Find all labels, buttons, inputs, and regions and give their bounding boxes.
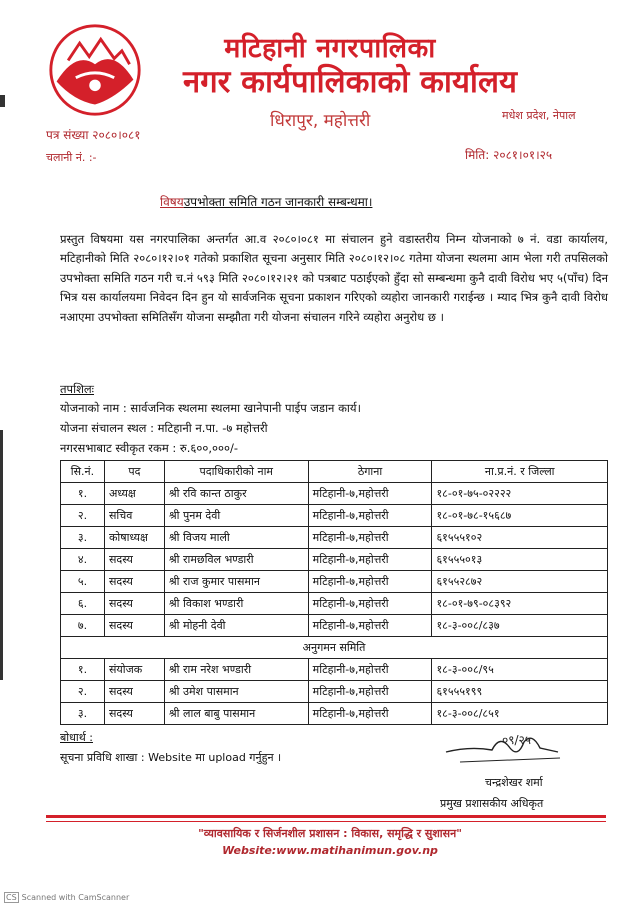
table-row	[61, 505, 608, 527]
cell-citizenship: १८-३-००८/९५	[432, 659, 608, 681]
cell-name: श्री राज कुमार पासमान	[164, 571, 308, 593]
table-row	[61, 571, 608, 593]
cell-serial: ४.	[61, 549, 105, 571]
cell-citizenship: ६१५५२८७२	[432, 571, 608, 593]
cell-post: सदस्य	[104, 549, 164, 571]
footer-divider-thin	[46, 821, 606, 822]
cell-serial: ३.	[61, 527, 105, 549]
signature-image	[440, 722, 570, 770]
monitoring-heading-row	[61, 637, 608, 659]
cell-serial: २.	[61, 505, 105, 527]
monitoring-heading: अनुगमन समिति	[61, 637, 608, 659]
subject-line	[160, 193, 372, 210]
project-location: योजना संचालन स्थल : मटिहानी न.पा. -७ महोत्तरी	[60, 421, 268, 435]
reference-number: पत्र संख्या २०८०।०८१	[46, 128, 141, 142]
cell-name: श्री रवि कान्त ठाकुर	[164, 483, 308, 505]
cell-name: श्री मोहनी देवी	[164, 615, 308, 637]
cell-name: श्री विजय माली	[164, 527, 308, 549]
body-paragraph: प्रस्तुत विषयमा यस नगरपालिका अन्तर्गत आ.व २०८०।०८१ मा संचालन हुने वडास्तरीय निम्न योजनाको ७ नं. वडा कार्यालय, मटिहानीको मिति २०८०।१२।०१ गतेको प्रकाशित सूचना अनुसार मिति २०८०।१२।०८ गतेमा योजना स्थलमा आम भेला गरी तपसिलको उपभोक्ता समिति गठन गरी च.नं ५९३ मिति २०८०।१२।२१ को पत्रबाट पठाईएको हुँदा सो सम्बन्धमा कुनै दावी विरोध भए ५(पाँच) दिन भित्र यस कार्यालयमा निवेदन दिन हुन यो सार्वजनिक सूचना प्रकाशन गरिएको व्यहोरा जानकारी गराईन्छ । म्याद भित्र कुनै दावी विरोध नआएमा उपभोक्ता समितिसँग योजना सम्झौता गरी योजना संचालन गरिने व्यहोरा अनुरोध छ ।	[60, 232, 608, 324]
scan-edge-mark	[0, 95, 5, 107]
subject-label: विषय	[160, 195, 184, 209]
cell-address: मटिहानी-७,महोत्तरी	[308, 505, 432, 527]
signatory-name: चन्द्रशेखर शर्मा	[485, 776, 543, 789]
table-row	[61, 593, 608, 615]
scan-edge-mark	[0, 430, 3, 680]
col-header-post: पद	[104, 461, 164, 483]
signature-date: ०९/२५	[502, 733, 532, 747]
cell-post: सचिव	[104, 505, 164, 527]
table-row	[61, 659, 608, 681]
cell-name: श्री विकाश भण्डारी	[164, 593, 308, 615]
cell-address: मटिहानी-७,महोत्तरी	[308, 681, 432, 703]
province-name: मधेश प्रदेश, नेपाल	[502, 109, 576, 122]
committee-table	[60, 460, 608, 725]
office-name: नगर कार्यपालिकाको कार्यालय	[183, 64, 517, 100]
cell-address: मटिहानी-७,महोत्तरी	[308, 703, 432, 725]
footer-website: Website:www.matihanimun.gov.np	[222, 844, 438, 857]
table-row	[61, 549, 608, 571]
cell-post: सदस्य	[104, 703, 164, 725]
cell-citizenship: १८-३-००८/८५१	[432, 703, 608, 725]
cell-serial: ६.	[61, 593, 105, 615]
cell-serial: ५.	[61, 571, 105, 593]
table-row	[61, 681, 608, 703]
cell-citizenship: ६१५५५१९९	[432, 681, 608, 703]
subject-text: उपभोक्ता समिति गठन जानकारी सम्बन्धमा।	[183, 195, 373, 209]
cell-citizenship: १८-०१-७५-०२२२२	[432, 483, 608, 505]
cell-name: श्री लाल बाबु पासमान	[164, 703, 308, 725]
col-header-name: पदाधिकारीको नाम	[164, 461, 308, 483]
cell-citizenship: १८-०१-७९-०८३९२	[432, 593, 608, 615]
col-header-citizenship: ना.प्र.नं. र जिल्ला	[432, 461, 608, 483]
project-name: योजनाको नाम : सार्वजनिक स्थलमा स्थलमा खानेपानी पाईप जडान कार्य।	[60, 401, 361, 415]
footer-motto: "व्यावसायिक र सिर्जनशील प्रशासन : विकास, समृद्धि र सुशासन"	[198, 827, 462, 840]
cc-heading: बोधार्थ :	[60, 731, 93, 744]
nepal-emblem-icon	[46, 22, 144, 118]
office-location: धिरापुर, महोत्तरी	[270, 111, 371, 131]
cell-address: मटिहानी-७,महोत्तरी	[308, 571, 432, 593]
cell-name: श्री पुनम देवी	[164, 505, 308, 527]
cc-line: सूचना प्रविधि शाखा : Website मा upload गर्नुहुन ।	[60, 751, 282, 764]
table-header-row	[61, 461, 608, 483]
cell-post: सदस्य	[104, 593, 164, 615]
table-row	[61, 615, 608, 637]
cell-address: मटिहानी-७,महोत्तरी	[308, 549, 432, 571]
table-row	[61, 483, 608, 505]
cell-serial: १.	[61, 483, 105, 505]
cell-name: श्री राम नरेश भण्डारी	[164, 659, 308, 681]
col-header-address: ठेगाना	[308, 461, 432, 483]
municipality-name: मटिहानी नगरपालिका	[224, 33, 436, 64]
letter-date: मिति: २०८१।०१।२५	[465, 148, 553, 162]
cell-post: सदस्य	[104, 571, 164, 593]
cell-post: संयोजक	[104, 659, 164, 681]
details-heading: तपशिलः	[60, 382, 95, 396]
cell-name: श्री उमेश पासमान	[164, 681, 308, 703]
cell-address: मटिहानी-७,महोत्तरी	[308, 615, 432, 637]
cell-post: कोषाध्यक्ष	[104, 527, 164, 549]
scanner-watermark	[4, 893, 129, 902]
cell-address: मटिहानी-७,महोत्तरी	[308, 593, 432, 615]
scanner-text: Scanned with CamScanner	[21, 893, 130, 902]
cell-post: अध्यक्ष	[104, 483, 164, 505]
dispatch-number: चलानी नं. :-	[46, 151, 97, 164]
cell-serial: १.	[61, 659, 105, 681]
cell-address: मटिहानी-७,महोत्तरी	[308, 483, 432, 505]
col-header-serial: सि.नं.	[61, 461, 105, 483]
cell-serial: ३.	[61, 703, 105, 725]
cell-address: मटिहानी-७,महोत्तरी	[308, 659, 432, 681]
cell-serial: २.	[61, 681, 105, 703]
cell-address: मटिहानी-७,महोत्तरी	[308, 527, 432, 549]
cell-name: श्री रामछविल भण्डारी	[164, 549, 308, 571]
scanner-badge: CS	[6, 893, 17, 902]
cell-post: सदस्य	[104, 615, 164, 637]
footer-divider	[46, 815, 606, 818]
table-row	[61, 527, 608, 549]
signatory-title: प्रमुख प्रशासकीय अधिकृत	[440, 797, 544, 810]
cell-serial: ७.	[61, 615, 105, 637]
cell-citizenship: ६१५५५०१३	[432, 549, 608, 571]
cell-post: सदस्य	[104, 681, 164, 703]
cell-citizenship: ६१५५५१०२	[432, 527, 608, 549]
approved-amount: नगरसभाबाट स्वीकृत रकम : रु.६००,०००/-	[60, 441, 238, 455]
cell-citizenship: १८-३-००८/८३७	[432, 615, 608, 637]
cell-citizenship: १८-०१-७८-१५६८७	[432, 505, 608, 527]
